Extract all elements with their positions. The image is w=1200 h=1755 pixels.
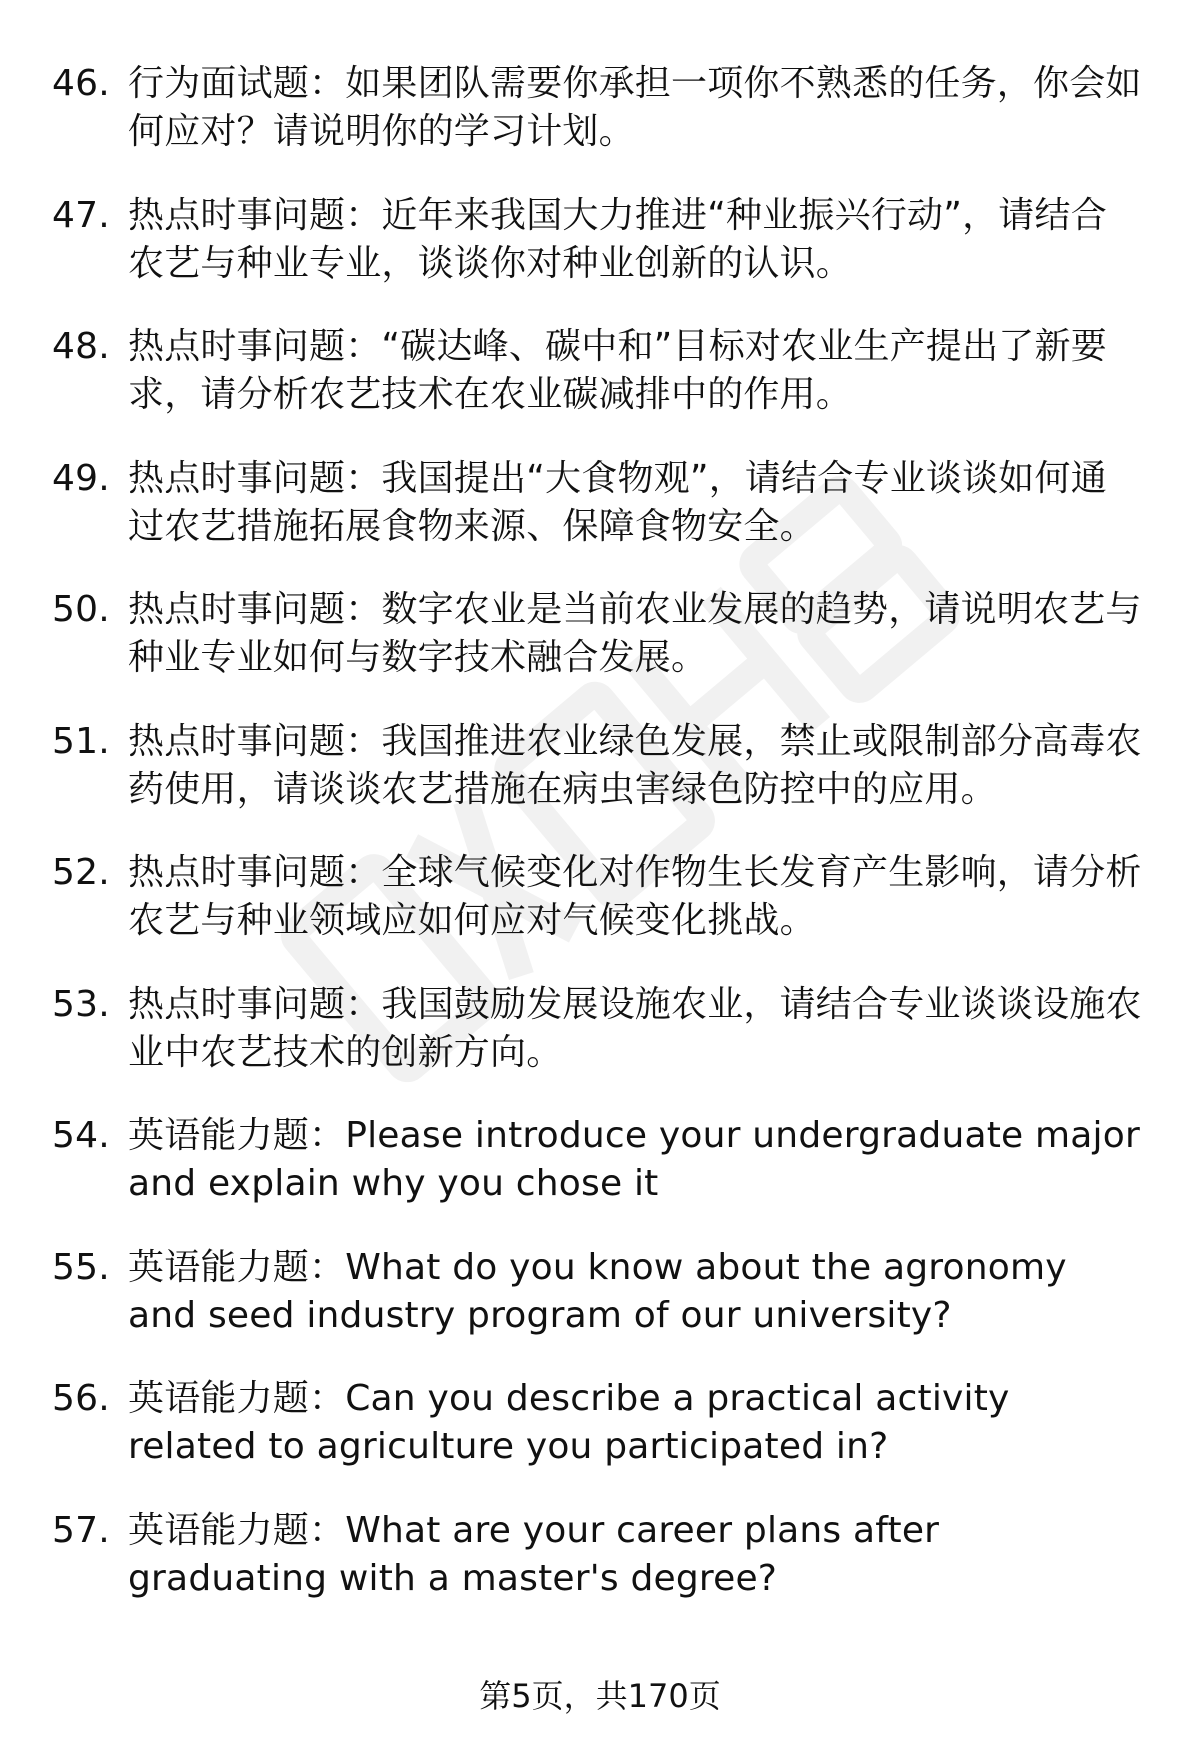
question-number: 54.: [52, 1115, 110, 1156]
question-text: 英语能力题：Please introduce your undergraduate major and explain why you chose it: [128, 1115, 1140, 1204]
question-list: [52, 60, 1142, 1638]
question-text: 热点时事问题：近年来我国大力推进“种业振兴行动”，请结合农艺与种业专业，谈谈你对种业创新的认识。: [128, 194, 1107, 284]
page-indicator: 第5页，共170页: [479, 1677, 721, 1715]
question-number: 56.: [52, 1378, 110, 1419]
question-number: 50.: [52, 589, 110, 630]
question-item: [52, 981, 1142, 1113]
question-text: 行为面试题：如果团队需要你承担一项你不熟悉的任务，你会如何应对？请说明你的学习计划。: [128, 63, 1142, 152]
question-item: [52, 1112, 1142, 1244]
question-number: 55.: [52, 1246, 110, 1288]
question-item: [52, 323, 1142, 455]
question-item: [52, 1507, 1142, 1639]
question-item: [52, 586, 1142, 718]
question-text: 英语能力题：What are your career plans after graduating with a master's degree?: [128, 1509, 940, 1599]
question-number: 57.: [52, 1509, 110, 1551]
question-text: 热点时事问题：我国推进农业绿色发展，禁止或限制部分高毒农药使用，请谈谈农艺措施在病虫害绿色防控中的应用。: [128, 720, 1142, 810]
question-item: [52, 849, 1142, 981]
question-item: [52, 1375, 1142, 1507]
question-number: 47.: [52, 194, 110, 236]
question-text: 热点时事问题：全球气候变化对作物生长发育产生影响，请分析农艺与种业领域应如何应对气候变化挑战。: [128, 852, 1142, 941]
question-number: 49.: [52, 457, 110, 499]
question-text: 热点时事问题：数字农业是当前农业发展的趋势，请说明农艺与种业专业如何与数字技术融合发展。: [128, 589, 1142, 678]
question-number: 51.: [52, 720, 110, 762]
question-number: 53.: [52, 983, 110, 1025]
question-item: [52, 718, 1142, 850]
question-number: 48.: [52, 326, 110, 367]
question-text: 热点时事问题：我国提出“大食物观”，请结合专业谈谈如何通过农艺措施拓展食物来源、保障食物安全。: [128, 457, 1107, 547]
question-item: [52, 455, 1142, 587]
question-text: 热点时事问题：“碳达峰、碳中和”目标对农业生产提出了新要求，请分析农艺技术在农业碳减排中的作用。: [128, 326, 1107, 415]
question-text: 热点时事问题：我国鼓励发展设施农业，请结合专业谈谈设施农业中农艺技术的创新方向。: [128, 983, 1142, 1073]
question-text: 英语能力题：Can you describe a practical activity related to agriculture you participated in?: [128, 1378, 1010, 1467]
question-item: [52, 192, 1142, 324]
question-item: [52, 60, 1142, 192]
question-number: 52.: [52, 852, 110, 893]
question-number: 46.: [52, 63, 110, 104]
question-text: 英语能力题：What do you know about the agronomy and seed industry program of our university?: [128, 1246, 1067, 1336]
question-item: [52, 1244, 1142, 1376]
